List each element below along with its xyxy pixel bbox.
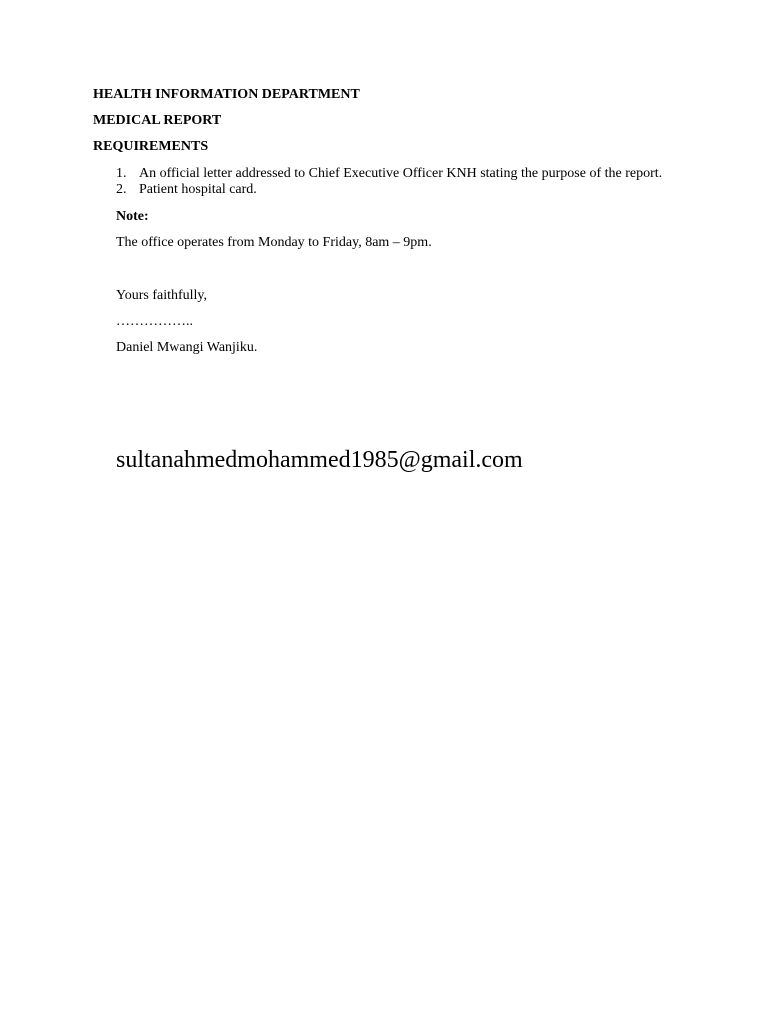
report-title: MEDICAL REPORT xyxy=(93,113,222,128)
requirements-heading: REQUIREMENTS xyxy=(93,139,209,154)
list-item-number: 1. xyxy=(116,166,127,181)
email-address: sultanahmedmohammed1985@gmail.com xyxy=(116,447,523,473)
requirements-list xyxy=(116,166,662,198)
note-label: Note: xyxy=(116,209,149,224)
list-item-text: An official letter addressed to Chief Executive Officer KNH stating the purpose of the report. xyxy=(139,166,663,181)
list-item-text: Patient hospital card. xyxy=(139,182,257,197)
signatory-name: Daniel Mwangi Wanjiku. xyxy=(116,340,258,355)
note-text: The office operates from Monday to Friday, 8am – 9pm. xyxy=(116,235,432,250)
list-item xyxy=(116,182,662,198)
list-item xyxy=(116,166,662,182)
list-item-number: 2. xyxy=(116,182,127,197)
department-heading: HEALTH INFORMATION DEPARTMENT xyxy=(93,87,360,102)
closing-salutation: Yours faithfully, xyxy=(116,288,208,303)
signature-line: …………….. xyxy=(116,314,193,329)
